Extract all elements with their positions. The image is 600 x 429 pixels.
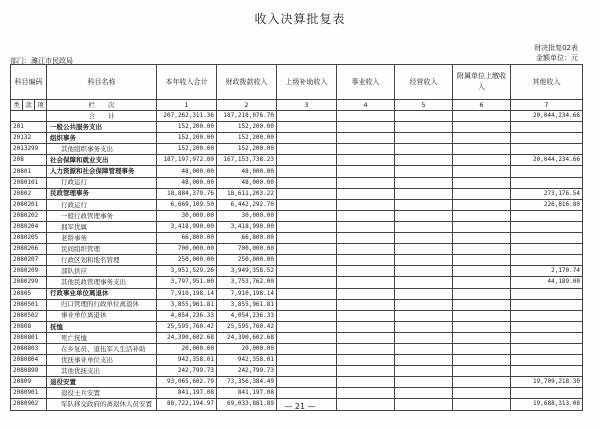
- table-row: [11, 277, 583, 288]
- amount-unit: 金额单位：元: [536, 54, 578, 62]
- row-other: [511, 255, 583, 266]
- row-total: 48,000.00: [157, 177, 217, 188]
- row-total: 4,054,236.33: [157, 310, 217, 321]
- row-code: 2080299: [11, 277, 47, 288]
- row-operating: [395, 266, 453, 277]
- row-code: 20132: [11, 133, 47, 144]
- row-operating: [395, 288, 453, 299]
- row-operating: [395, 366, 453, 377]
- row-code: 2080803: [11, 343, 47, 354]
- row-code: 2080207: [11, 255, 47, 266]
- row-total: 3,855,961.81: [157, 299, 217, 310]
- row-affiliated: [453, 233, 511, 244]
- row-affiliated: [453, 255, 511, 266]
- row-affiliated: [453, 155, 511, 166]
- col-item-header: 项: [35, 100, 47, 111]
- row-code: 20801: [11, 166, 47, 177]
- row-affiliated: [453, 221, 511, 232]
- row-total: 30,000.00: [157, 210, 217, 221]
- row-code: 2080204: [11, 221, 47, 232]
- row-operating: [395, 310, 453, 321]
- row-business: [337, 355, 395, 366]
- row-affiliated: [453, 366, 511, 377]
- row-code: 20809: [11, 377, 47, 388]
- table-row: [11, 122, 583, 133]
- row-affiliated: [453, 332, 511, 343]
- row-name: 行政区划和地名管理: [47, 255, 157, 266]
- row-operating: [395, 210, 453, 221]
- row-fiscal: 167,153,738.23: [217, 155, 277, 166]
- row-code: 2080101: [11, 177, 47, 188]
- row-other: 2,170.74: [511, 266, 583, 277]
- row-upper: [277, 188, 337, 199]
- row-total: 18,884,379.76: [157, 188, 217, 199]
- row-name: 社会保障和就业支出: [47, 155, 157, 166]
- row-total: 152,200.00: [157, 122, 217, 133]
- row-operating: [395, 277, 453, 288]
- row-business: [337, 277, 395, 288]
- row-affiliated: [453, 210, 511, 221]
- row-operating: [395, 221, 453, 232]
- row-code: 20805: [11, 288, 47, 299]
- row-name: 归口管理的行政单位离退休: [47, 299, 157, 310]
- table-row: [11, 288, 583, 299]
- row-total: 152,200.00: [157, 144, 217, 155]
- row-code: 2080804: [11, 355, 47, 366]
- row-fiscal: 30,000.00: [217, 210, 277, 221]
- row-operating: [395, 244, 453, 255]
- row-name: 退役士兵安置: [47, 388, 157, 399]
- table-row: [11, 166, 583, 177]
- row-upper: [277, 133, 337, 144]
- row-fiscal: 942,358.01: [217, 355, 277, 366]
- row-upper: [277, 388, 337, 399]
- report-title: 收入决算批复表: [254, 12, 346, 26]
- total-sum: 207,262,311.36: [157, 111, 217, 122]
- row-name: 军队移交政府的离退休人员安置: [47, 399, 157, 410]
- row-other: 273,176.54: [511, 188, 583, 199]
- row-affiliated: [453, 133, 511, 144]
- row-upper: [277, 321, 337, 332]
- row-upper: [277, 299, 337, 310]
- row-operating: [395, 188, 453, 199]
- row-operating: [395, 233, 453, 244]
- row-upper: [277, 177, 337, 188]
- row-operating: [395, 177, 453, 188]
- row-business: [337, 377, 395, 388]
- row-operating: [395, 255, 453, 266]
- row-business: [337, 343, 395, 354]
- row-operating: [395, 199, 453, 210]
- table-row: [11, 144, 583, 155]
- row-upper: [277, 155, 337, 166]
- row-total: 20,000.00: [157, 343, 217, 354]
- row-other: 20,044,234.66: [511, 155, 583, 166]
- row-operating: [395, 144, 453, 155]
- row-upper: [277, 210, 337, 221]
- row-business: [337, 233, 395, 244]
- row-total: 841,197.08: [157, 388, 217, 399]
- row-operating: [395, 377, 453, 388]
- table-row: [11, 199, 583, 210]
- row-upper: [277, 343, 337, 354]
- col-name-header: 科目名称: [47, 65, 157, 100]
- row-total: 942,358.01: [157, 355, 217, 366]
- row-name: 老龄事务: [47, 233, 157, 244]
- row-fiscal: 24,390,602.68: [217, 332, 277, 343]
- row-affiliated: [453, 321, 511, 332]
- row-total: 242,799.73: [157, 366, 217, 377]
- row-name: 抚恤: [47, 321, 157, 332]
- row-name: 部队供应: [47, 266, 157, 277]
- table-row: [11, 244, 583, 255]
- row-operating: [395, 122, 453, 133]
- row-upper: [277, 310, 337, 321]
- row-code: 2080901: [11, 388, 47, 399]
- row-fiscal: 3,855,961.81: [217, 299, 277, 310]
- row-business: [337, 221, 395, 232]
- total-row: [11, 111, 583, 122]
- index-6: 6: [453, 100, 511, 111]
- row-affiliated: [453, 288, 511, 299]
- table-row: [11, 266, 583, 277]
- row-fiscal: 250,000.00: [217, 255, 277, 266]
- row-other: [511, 299, 583, 310]
- table-row: [11, 255, 583, 266]
- row-name: 其他优抚支出: [47, 366, 157, 377]
- row-other: [511, 210, 583, 221]
- row-total: 187,197,972.89: [157, 155, 217, 166]
- row-total: 3,418,990.00: [157, 221, 217, 232]
- row-upper: [277, 244, 337, 255]
- row-fiscal: 6,442,292.70: [217, 199, 277, 210]
- table-row: [11, 355, 583, 366]
- row-total: 25,595,760.42: [157, 321, 217, 332]
- index-4: 4: [337, 100, 395, 111]
- row-other: [511, 122, 583, 133]
- row-fiscal: 242,799.73: [217, 366, 277, 377]
- row-business: [337, 310, 395, 321]
- row-affiliated: [453, 377, 511, 388]
- row-total: 250,000.00: [157, 255, 217, 266]
- table-row: [11, 233, 583, 244]
- row-business: [337, 244, 395, 255]
- table-row: [11, 155, 583, 166]
- row-operating: [395, 332, 453, 343]
- row-other: [511, 233, 583, 244]
- row-other: [511, 388, 583, 399]
- row-business: [337, 299, 395, 310]
- row-upper: [277, 221, 337, 232]
- index-2: 2: [217, 100, 277, 111]
- row-code: 2013299: [11, 144, 47, 155]
- table-row: [11, 388, 583, 399]
- row-other: [511, 177, 583, 188]
- row-affiliated: [453, 355, 511, 366]
- row-name: 在乡复员、退伍军人生活补助: [47, 343, 157, 354]
- row-fiscal: 3,418,990.00: [217, 221, 277, 232]
- row-fiscal: 841,197.08: [217, 388, 277, 399]
- row-operating: [395, 343, 453, 354]
- row-affiliated: [453, 177, 511, 188]
- row-code: 20808: [11, 321, 47, 332]
- row-code: 2080201: [11, 199, 47, 210]
- table-row: [11, 221, 583, 232]
- index-label: 栏 次: [47, 100, 157, 111]
- row-fiscal: 3,753,762.00: [217, 277, 277, 288]
- row-code: 2080501: [11, 299, 47, 310]
- total-fiscal: 187,218,076.70: [217, 111, 277, 122]
- row-business: [337, 366, 395, 377]
- row-fiscal: 700,000.00: [217, 244, 277, 255]
- row-name: 优抚事业单位支出: [47, 355, 157, 366]
- table-row: [11, 133, 583, 144]
- col-affiliated-header: 附属单位上缴收入: [453, 65, 511, 100]
- row-name: 行政事业单位离退休: [47, 288, 157, 299]
- row-upper: [277, 277, 337, 288]
- row-affiliated: [453, 199, 511, 210]
- row-other: [511, 144, 583, 155]
- index-5: 5: [395, 100, 453, 111]
- row-business: [337, 166, 395, 177]
- income-table: [10, 64, 583, 411]
- row-upper: [277, 355, 337, 366]
- table-row: [11, 310, 583, 321]
- row-other: 19,709,218.30: [511, 377, 583, 388]
- row-code: 2080502: [11, 310, 47, 321]
- row-business: [337, 288, 395, 299]
- row-code: 2080206: [11, 244, 47, 255]
- row-other: [511, 355, 583, 366]
- row-code: 2080205: [11, 233, 47, 244]
- col-total-header: 本年收入合计: [157, 65, 217, 100]
- row-name: 一般行政管理事务: [47, 210, 157, 221]
- row-business: [337, 144, 395, 155]
- row-upper: [277, 266, 337, 277]
- table-row: [11, 332, 583, 343]
- index-1: 1: [157, 100, 217, 111]
- row-other: [511, 244, 583, 255]
- row-affiliated: [453, 122, 511, 133]
- row-total: 152,200.00: [157, 133, 217, 144]
- row-business: [337, 188, 395, 199]
- row-upper: [277, 166, 337, 177]
- row-affiliated: [453, 343, 511, 354]
- row-other: [511, 133, 583, 144]
- page-number: — 21 —: [284, 402, 316, 411]
- index-7: 7: [511, 100, 583, 111]
- index-3: 3: [277, 100, 337, 111]
- row-affiliated: [453, 166, 511, 177]
- row-upper: [277, 144, 337, 155]
- row-business: [337, 210, 395, 221]
- department-label: 部门：濉江市民政局: [10, 57, 73, 65]
- col-code-header: 科目编码: [11, 65, 47, 100]
- row-fiscal: 20,000.00: [217, 343, 277, 354]
- row-name: 其他组织事务支出: [47, 144, 157, 155]
- col-other-header: 其他收入: [511, 65, 583, 100]
- row-business: [337, 388, 395, 399]
- row-total: 88,722,194.97: [157, 399, 217, 410]
- row-operating: [395, 355, 453, 366]
- col-class-header: 类: [11, 100, 23, 111]
- table-row: [11, 343, 583, 354]
- row-total: 93,065,602.79: [157, 377, 217, 388]
- col-operating-header: 经营收入: [395, 65, 453, 100]
- row-upper: [277, 366, 337, 377]
- row-business: [337, 155, 395, 166]
- row-other: [511, 310, 583, 321]
- row-code: 2080202: [11, 210, 47, 221]
- row-name: 事业单位离退休: [47, 310, 157, 321]
- row-affiliated: [453, 266, 511, 277]
- row-affiliated: [453, 144, 511, 155]
- row-business: [337, 199, 395, 210]
- table-row: [11, 299, 583, 310]
- row-code: 201: [11, 122, 47, 133]
- row-fiscal: 69,033,881.89: [217, 399, 277, 410]
- total-label: 合 计: [47, 111, 157, 122]
- table-row: [11, 321, 583, 332]
- row-total: 700,000.00: [157, 244, 217, 255]
- row-code: 2080902: [11, 399, 47, 410]
- row-operating: [395, 321, 453, 332]
- row-business: [337, 332, 395, 343]
- form-code: 财决批复02表: [534, 44, 578, 52]
- col-business-header: 事业收入: [337, 65, 395, 100]
- row-operating: [395, 388, 453, 399]
- row-affiliated: [453, 277, 511, 288]
- row-other: 44,189.00: [511, 277, 583, 288]
- row-other: [511, 166, 583, 177]
- row-business: [337, 122, 395, 133]
- row-other: [511, 366, 583, 377]
- total-other: 20,044,234.66: [511, 111, 583, 122]
- row-affiliated: [453, 188, 511, 199]
- row-name: 组织事务: [47, 133, 157, 144]
- row-upper: [277, 377, 337, 388]
- row-business: [337, 255, 395, 266]
- row-name: 一般公共服务支出: [47, 122, 157, 133]
- row-upper: [277, 255, 337, 266]
- row-total: 3,797,951.00: [157, 277, 217, 288]
- table-row: [11, 366, 583, 377]
- row-other: 19,688,313.08: [511, 399, 583, 410]
- row-fiscal: 152,200.00: [217, 144, 277, 155]
- row-operating: [395, 166, 453, 177]
- col-upper-header: 上级补助收入: [277, 65, 337, 100]
- row-total: 24,390,602.68: [157, 332, 217, 343]
- row-operating: [395, 299, 453, 310]
- row-fiscal: 18,611,203.22: [217, 188, 277, 199]
- row-fiscal: 3,949,358.52: [217, 266, 277, 277]
- col-section-header: 款: [23, 100, 35, 111]
- row-operating: [395, 155, 453, 166]
- row-name: 民政管理事务: [47, 188, 157, 199]
- row-operating: [395, 133, 453, 144]
- row-upper: [277, 288, 337, 299]
- row-fiscal: 152,200.00: [217, 122, 277, 133]
- row-name: 行政运行: [47, 177, 157, 188]
- row-upper: [277, 332, 337, 343]
- row-other: [511, 288, 583, 299]
- row-name: 行政运行: [47, 199, 157, 210]
- row-total: 66,800.00: [157, 233, 217, 244]
- row-name: 人力资源和社会保障管理事务: [47, 166, 157, 177]
- row-code: 208: [11, 155, 47, 166]
- row-fiscal: 73,356,384.49: [217, 377, 277, 388]
- row-fiscal: 25,595,760.42: [217, 321, 277, 332]
- row-business: [337, 177, 395, 188]
- row-upper: [277, 199, 337, 210]
- row-code: 20802: [11, 188, 47, 199]
- row-business: [337, 266, 395, 277]
- row-affiliated: [453, 388, 511, 399]
- row-business: [337, 321, 395, 332]
- row-fiscal: 7,910,198.14: [217, 288, 277, 299]
- row-total: 6,669,109.50: [157, 199, 217, 210]
- row-other: [511, 343, 583, 354]
- row-affiliated: [453, 244, 511, 255]
- row-name: 退役安置: [47, 377, 157, 388]
- row-other: [511, 221, 583, 232]
- row-fiscal: 48,000.00: [217, 177, 277, 188]
- row-total: 48,000.00: [157, 166, 217, 177]
- table-row: [11, 188, 583, 199]
- row-fiscal: 48,000.00: [217, 166, 277, 177]
- row-business: [337, 133, 395, 144]
- row-fiscal: 4,054,236.33: [217, 310, 277, 321]
- col-fiscal-header: 财政拨款收入: [217, 65, 277, 100]
- row-total: 7,910,198.14: [157, 288, 217, 299]
- row-affiliated: [453, 299, 511, 310]
- row-code: 2080899: [11, 366, 47, 377]
- row-total: 3,951,529.26: [157, 266, 217, 277]
- row-name: 民间组织管理: [47, 244, 157, 255]
- row-upper: [277, 233, 337, 244]
- row-other: [511, 332, 583, 343]
- row-fiscal: 66,800.00: [217, 233, 277, 244]
- row-name: 拥军优属: [47, 221, 157, 232]
- row-other: [511, 321, 583, 332]
- row-other: 226,816.80: [511, 199, 583, 210]
- row-fiscal: 152,200.00: [217, 133, 277, 144]
- row-affiliated: [453, 310, 511, 321]
- table-row: [11, 177, 583, 188]
- row-name: 其他民政管理事务支出: [47, 277, 157, 288]
- table-row: [11, 210, 583, 221]
- row-code: 2080801: [11, 332, 47, 343]
- table-row: [11, 377, 583, 388]
- row-upper: [277, 122, 337, 133]
- row-code: 2080209: [11, 266, 47, 277]
- row-name: 死亡抚恤: [47, 332, 157, 343]
